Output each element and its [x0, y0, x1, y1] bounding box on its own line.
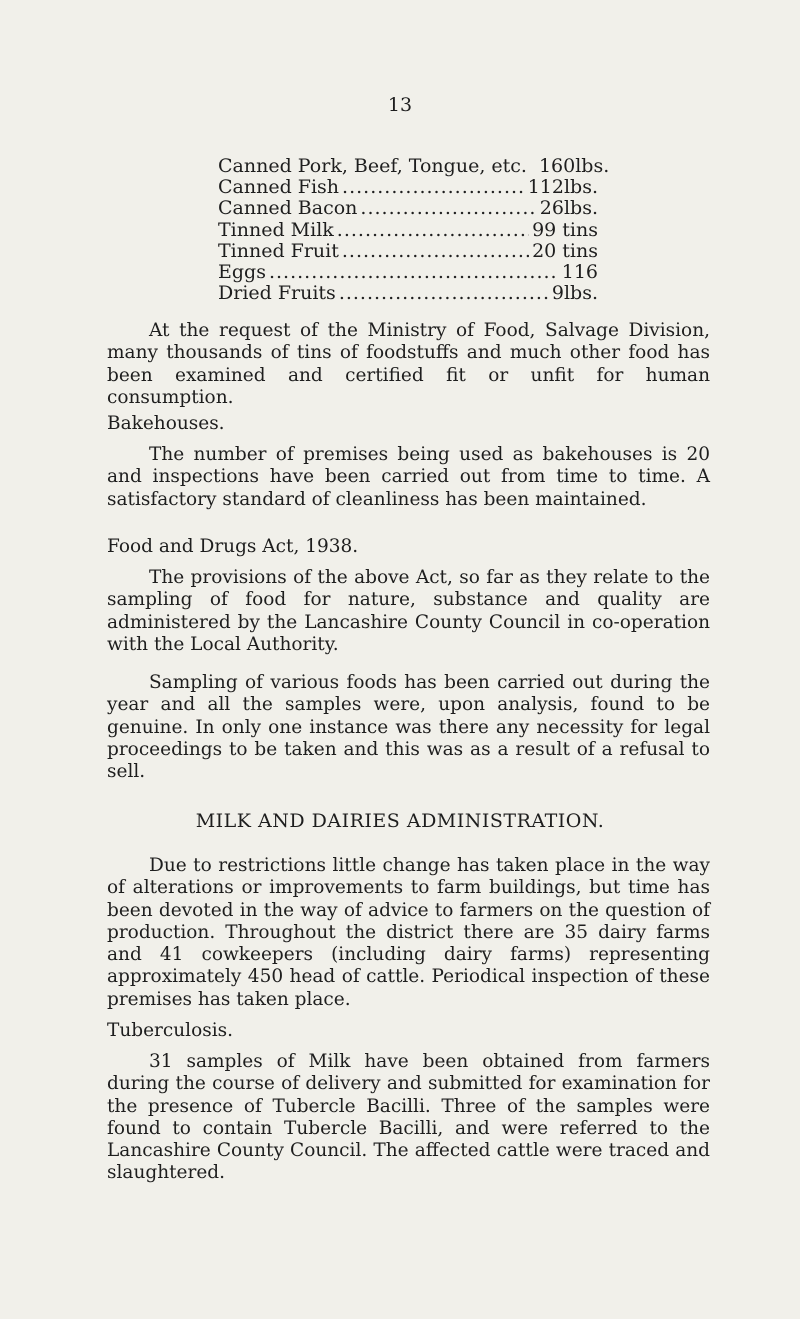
- milk-dairies-heading: MILK AND DAIRIES ADMINISTRATION.: [195, 810, 605, 832]
- food-list-item: [218, 220, 598, 241]
- section-heading-bakehouses: [107, 413, 710, 435]
- food-list-item: [218, 155, 610, 177]
- paragraph-text: At the request of the Ministry of Food, Salvage Division, many thousands of tins of foodstuffs and much other food has been examined and certified fit or unfit for human consumption.: [107, 320, 710, 408]
- food-list-item: [218, 283, 598, 304]
- food-list-item: [218, 241, 598, 262]
- leader-dots: [339, 283, 549, 304]
- food-item-quantity: 160lbs.: [538, 155, 610, 177]
- food-list-item: [218, 262, 598, 283]
- milk-paragraph: [107, 855, 710, 1011]
- section-heading-food-drugs-act: [107, 536, 710, 558]
- food-item-name: Tinned Fruit: [218, 239, 339, 262]
- section-heading: Tuberculosis.: [107, 1020, 234, 1041]
- food-item-quantity: 112lbs.: [527, 176, 598, 199]
- sampling-paragraph: [107, 672, 710, 783]
- food-drugs-paragraph: [107, 567, 710, 656]
- ministry-paragraph: [107, 320, 710, 409]
- food-item-name: Dried Fruits: [218, 282, 336, 305]
- leader-dots: [269, 262, 559, 283]
- food-item-name: Eggs: [218, 260, 266, 283]
- bakehouses-paragraph: [107, 444, 710, 511]
- section-heading: Bakehouses.: [107, 413, 225, 434]
- paragraph-text: Due to restrictions little change has taken place in the way of alterations or improvements to farm buildings, but time has been devoted in the way of advice to farmers on the question of production. Throughout the district there are 35 dairy farms and 41 cowkeepers (including dairy farms) representing approximately 450 head of cattle. Periodical inspection of these premises has taken place.: [107, 855, 710, 1010]
- leader-dots: [342, 241, 529, 262]
- paragraph-text: 31 samples of Milk have been obtained from farmers during the course of delivery and submitted for examination for the presence of Tubercle Bacilli. Three of the samples were found to contain Tubercle Bacilli, and were referred to the Lancashire County Council. The affected cattle were traced and slaughtered.: [107, 1051, 710, 1184]
- food-item-quantity: 26lbs.: [539, 197, 598, 220]
- food-item-quantity: 116: [561, 260, 598, 283]
- food-list-item: [218, 198, 598, 219]
- leader-dots: [342, 177, 525, 198]
- page-number: 13: [387, 94, 413, 116]
- section-heading-tuberculosis: [107, 1020, 710, 1042]
- food-item-quantity: 99 tins: [532, 218, 598, 241]
- food-item-name: Canned Bacon: [218, 197, 358, 220]
- food-item-name: Canned Fish: [218, 176, 340, 199]
- tuberculosis-paragraph: [107, 1051, 710, 1185]
- food-item-name: Canned Pork, Beef, Tongue, etc.: [218, 155, 527, 177]
- condemned-food-list: [218, 155, 610, 305]
- section-heading: Food and Drugs Act, 1938.: [107, 536, 359, 557]
- leader-dots: [337, 220, 529, 241]
- food-list-item: [218, 177, 598, 198]
- food-item-quantity: 20 tins: [532, 239, 598, 262]
- food-item-name: Tinned Milk: [218, 218, 334, 241]
- paragraph-text: The provisions of the above Act, so far as they relate to the sampling of food for nature, substance and quality are administered by the Lancashire County Council in co-operation with the Local Authority.: [107, 567, 710, 655]
- paragraph-text: Sampling of various foods has been carried out during the year and all the samples were, upon analysis, found to be genuine. In only one instance was there any necessity for legal proceedings to be taken and this was as a result of a refusal to sell.: [107, 672, 710, 783]
- paragraph-text: The number of premises being used as bakehouses is 20 and inspections have been carried out from time to time. A satisfactory standard of cleanliness has been maintained.: [107, 444, 710, 510]
- leader-dots: [360, 198, 536, 219]
- food-item-quantity: 9lbs.: [551, 282, 598, 305]
